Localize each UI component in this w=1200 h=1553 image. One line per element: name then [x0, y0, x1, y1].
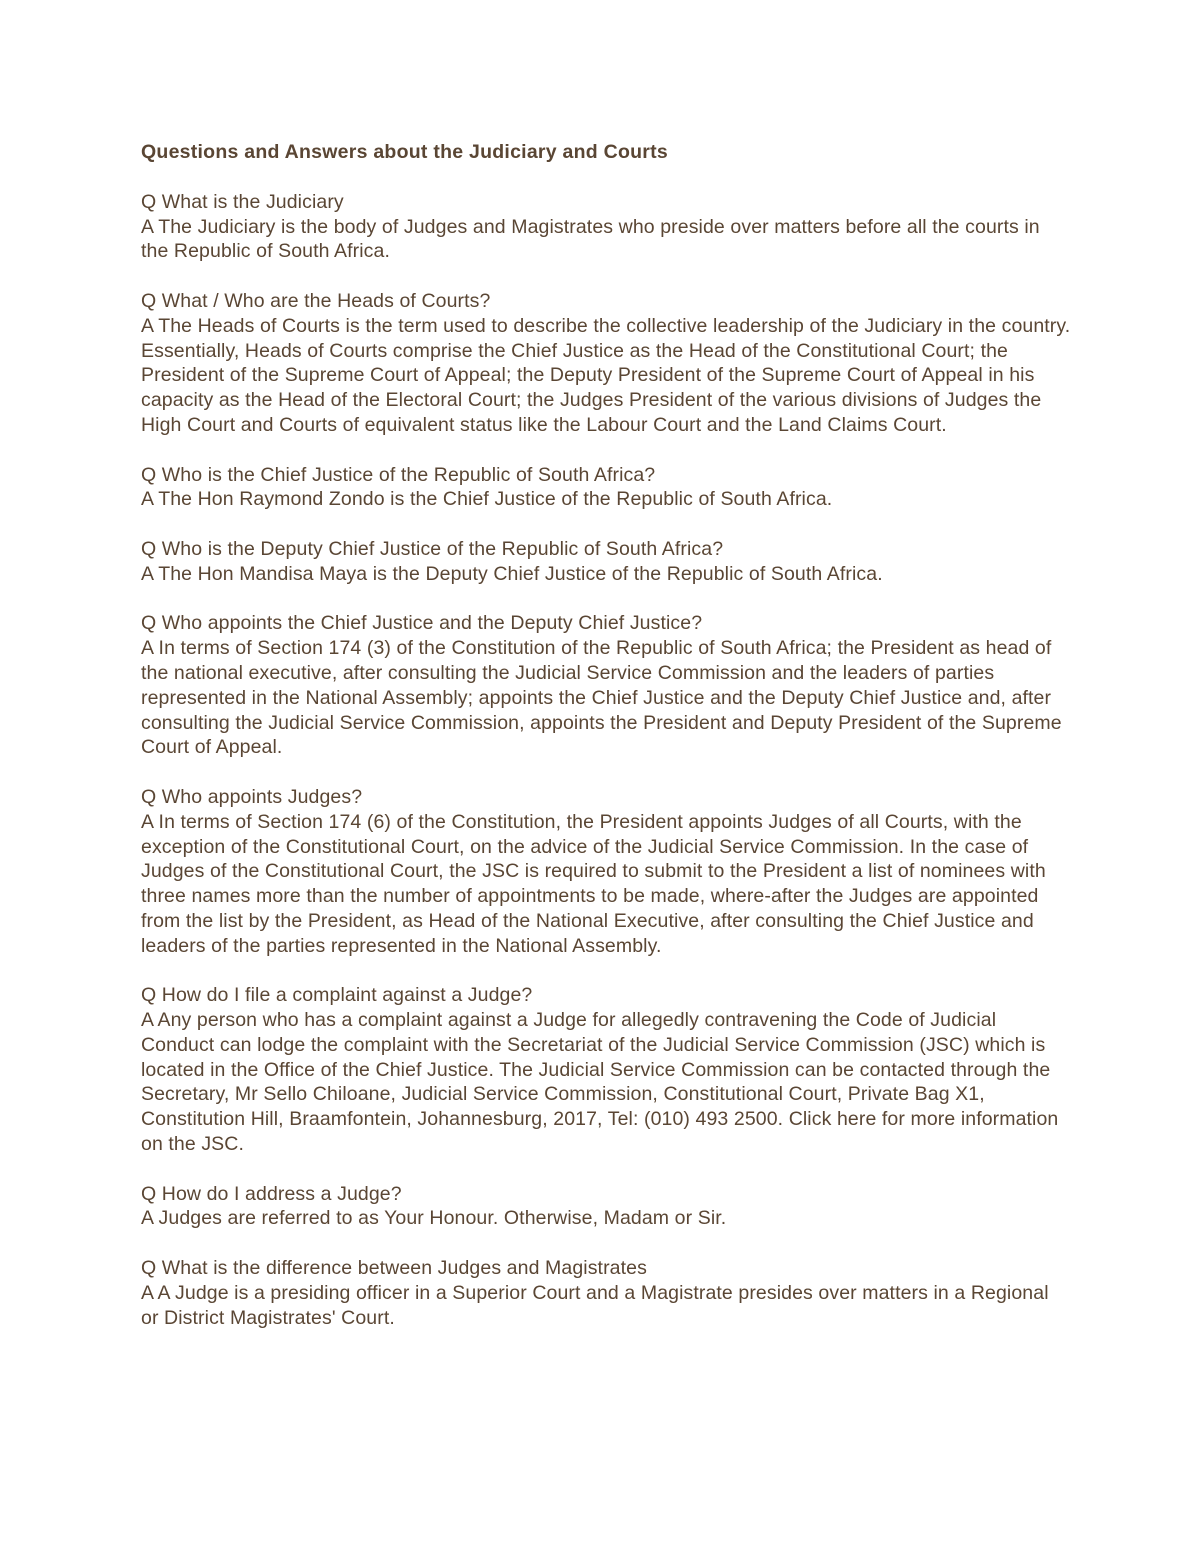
answer: A In terms of Section 174 (6) of the Constitution, the President appoints Judges of all Courts, with the exception of the Constitutional Court, on the advice of the Judicial Service Commission. In the case of Judges of the Constitutional Court, the JSC is required to submit to the President a list of nominees with three names more than the number of appointments to be made, where-after the Judges are appointed from the list by the President, as Head of the National Executive, after consulting the Chief Justice and leaders of the parties represented in the National Assembly.: [141, 810, 1046, 957]
question: Q Who is the Deputy Chief Justice of the Republic of South Africa?: [141, 537, 724, 560]
answer: A A Judge is a presiding officer in a Superior Court and a Magistrate presides over matters in a Regional or District Magistrates' Court.: [141, 1281, 1049, 1329]
qa-item: [141, 289, 1071, 438]
qa-item: [141, 190, 1071, 264]
question: Q What is the difference between Judges and Magistrates: [141, 1257, 647, 1280]
answer: A The Hon Mandisa Maya is the Deputy Chief Justice of the Republic of South Africa.: [141, 562, 883, 585]
question: Q Who appoints Judges?: [141, 785, 363, 808]
qa-item: [141, 1182, 1071, 1232]
answer: A The Judiciary is the body of Judges and Magistrates who preside over matters before all the courts in the Republic of South Africa.: [141, 215, 1040, 263]
question: Q What / Who are the Heads of Courts?: [141, 289, 491, 312]
document-page: [141, 140, 1071, 1355]
qa-item: [141, 463, 1071, 513]
answer: A Judges are referred to as Your Honour. Otherwise, Madam or Sir.: [141, 1207, 727, 1230]
question: Q What is the Judiciary: [141, 190, 344, 213]
answer: A The Heads of Courts is the term used to describe the collective leadership of the Judiciary in the country. Essentially, Heads of Courts comprise the Chief Justice as the Head of the Constitutional Court; the President of the Supreme Court of Appeal; the Deputy President of the Supreme Court of Appeal in his capacity as the Head of the Electoral Court; the Judges President of the various divisions of Judges the High Court and Courts of equivalent status like the Labour Court and the Land Claims Court.: [141, 314, 1071, 436]
qa-item: [141, 983, 1071, 1157]
qa-item: [141, 537, 1071, 587]
answer: A Any person who has a complaint against a Judge for allegedly contravening the Code of Judicial Conduct can lodge the complaint with the Secretariat of the Judicial Service Commission (JSC) which is located in the Office of the Chief Justice. The Judicial Service Commission can be contacted through the Secretary, Mr Sello Chiloane, Judicial Service Commission, Constitutional Court, Private Bag X1, Constitution Hill, Braamfontein, Johannesburg, 2017, Tel: (010) 493 2500. Click here for more information on the JSC.: [141, 1009, 1059, 1156]
document-title: Questions and Answers about the Judiciary and Courts: [141, 141, 668, 163]
question: Q How do I address a Judge?: [141, 1182, 402, 1205]
question: Q How do I file a complaint against a Judge?: [141, 984, 533, 1007]
qa-item: [141, 1256, 1071, 1330]
question: Q Who appoints the Chief Justice and the Deputy Chief Justice?: [141, 612, 703, 635]
qa-item: [141, 785, 1071, 959]
answer: A In terms of Section 174 (3) of the Constitution of the Republic of South Africa; the President as head of the national executive, after consulting the Judicial Service Commission and the leaders of parties represented in the National Assembly; appoints the Chief Justice and the Deputy Chief Justice and, after consulting the Judicial Service Commission, appoints the President and Deputy President of the Supreme Court of Appeal.: [141, 637, 1062, 759]
answer: A The Hon Raymond Zondo is the Chief Justice of the Republic of South Africa.: [141, 488, 833, 511]
question: Q Who is the Chief Justice of the Republic of South Africa?: [141, 463, 656, 486]
qa-item: [141, 611, 1071, 760]
